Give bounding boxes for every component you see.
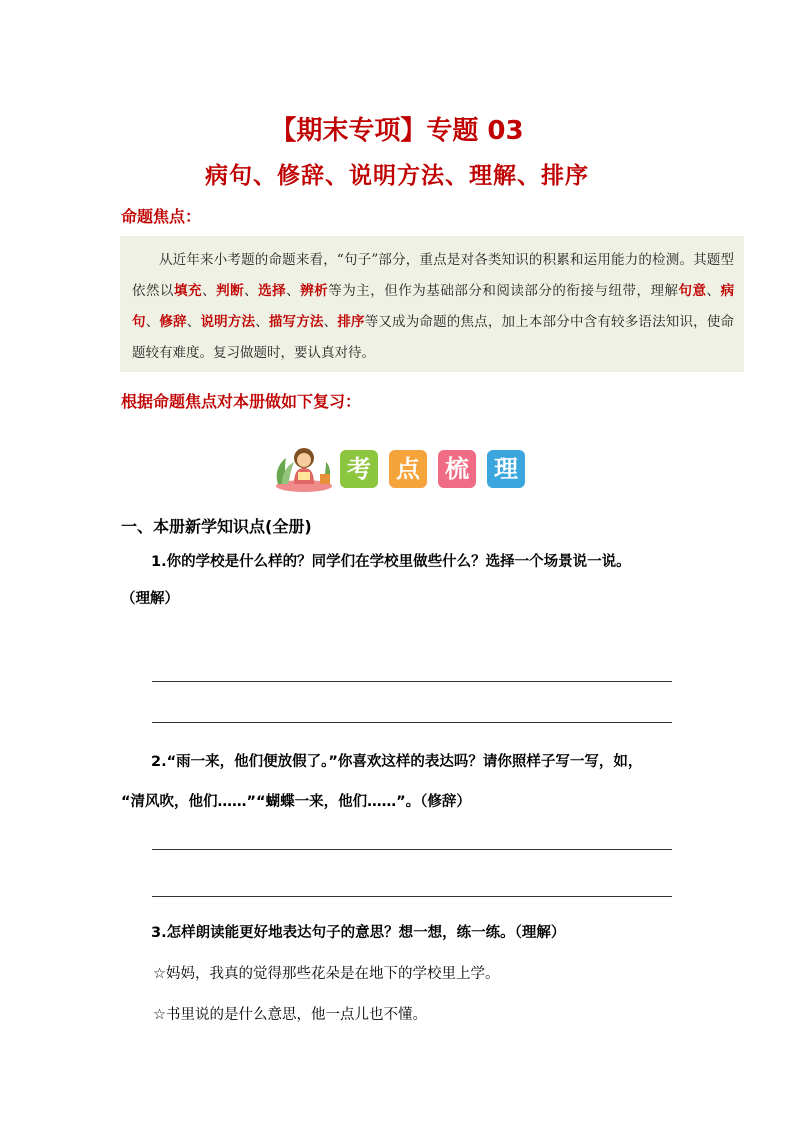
focus-keyword: 判断 — [216, 283, 245, 299]
question-2-text-cont: “清风吹，他们……”“蝴蝶一来，他们……”。（修辞） — [121, 794, 471, 810]
focus-keyword: 描写方法 — [268, 314, 324, 330]
tile-kao — [340, 450, 378, 488]
answer-line[interactable] — [152, 849, 672, 850]
focus-label: 命题焦点： — [121, 207, 202, 226]
question-3-sentence-1: ☆妈妈，我真的觉得那些花朵是在地下的学校里上学。 — [153, 966, 500, 982]
focus-keyword: 选择 — [258, 283, 287, 299]
tile-dian-char: 点 — [396, 455, 420, 483]
tile-li-char: 理 — [494, 455, 518, 483]
page-title: 【期末专项】专题 03 — [270, 116, 524, 146]
focus-text-run: 等为主，但作为基础部分和阅读部分的衔接与纽带，理解 — [328, 283, 679, 299]
focus-text-run: 、 — [202, 283, 217, 299]
page-subtitle: 病句、修辞、说明方法、理解、排序 — [205, 163, 589, 189]
review-label: 根据命题焦点对本册做如下复习： — [121, 392, 362, 411]
focus-keyword: 修辞 — [159, 314, 187, 330]
section-heading: 一、本册新学知识点(全册) — [121, 517, 312, 536]
answer-line[interactable] — [152, 722, 672, 723]
question-3-sentence-2: ☆书里说的是什么意思，他一点儿也不懂。 — [153, 1007, 427, 1023]
focus-keyword: 填充 — [174, 283, 203, 299]
tile-dian — [389, 450, 427, 488]
focus-keyword: 说明方法 — [200, 314, 256, 330]
tile-li — [487, 450, 525, 488]
focus-text-run: 、 — [186, 314, 201, 330]
key-points-banner — [272, 444, 532, 492]
focus-text-run: 、 — [145, 314, 160, 330]
tile-shu-char: 梳 — [445, 455, 469, 483]
focus-text-run: 、 — [244, 283, 259, 299]
focus-text-run: 、 — [706, 283, 721, 299]
question-2-text: 2.“雨一来，他们便放假了。”你喜欢这样的表达吗？请你照样子写一写，如， — [151, 754, 643, 770]
focus-text-run: 从近年来小考题的命题来看，“句子”部分，重点是对各类知识的积累和运用能力的检测。其题型依然以 — [132, 252, 734, 299]
focus-text-run: 、 — [255, 314, 269, 330]
reading-girl-icon — [272, 444, 336, 492]
question-1-tag: （理解） — [121, 591, 179, 607]
question-3-text: 3.怎样朗读能更好地表达句子的意思？想一想，练一练。（理解） — [151, 925, 566, 941]
tile-shu — [438, 450, 476, 488]
answer-line[interactable] — [152, 681, 672, 682]
focus-text — [132, 245, 734, 369]
focus-keyword: 辨析 — [300, 283, 329, 299]
focus-keyword: 句意 — [678, 283, 707, 299]
answer-line[interactable] — [152, 896, 672, 897]
tile-kao-char: 考 — [347, 455, 371, 483]
focus-text-run: 、 — [286, 283, 301, 299]
focus-keyword: 病句 — [132, 283, 735, 330]
focus-box — [120, 236, 744, 372]
focus-text-run: 、 — [323, 314, 338, 330]
focus-text-run: 等又成为命题的焦点，加上本部分中含有较多语法知识，使命题较有难度。复习做题时，要认真对待。 — [132, 314, 735, 361]
question-1-text: 1.你的学校是什么样的？同学们在学校里做些什么？选择一个场景说一说。 — [151, 554, 631, 570]
focus-keyword: 排序 — [337, 314, 365, 330]
